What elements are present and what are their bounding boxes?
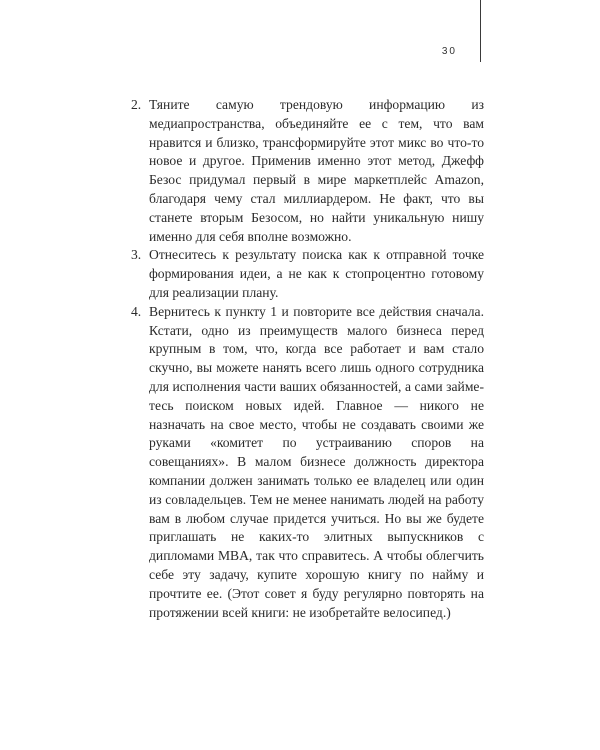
page-number: 30 <box>441 46 457 57</box>
list-item-2 <box>131 96 484 246</box>
list-item-number: 3. <box>131 247 142 263</box>
list-item-number: 4. <box>131 303 142 319</box>
list-item-4 <box>131 303 484 623</box>
header-rule <box>480 0 481 62</box>
list-item-number: 2. <box>131 97 142 112</box>
page-body <box>131 96 484 622</box>
list-item-text: Отнеситесь к результату поиска как к отправной точке формирования идеи, а не как к стопроцентно готовому для реализации плану. <box>149 247 484 300</box>
list-item-3 <box>131 246 484 302</box>
list-item-text: Тяните самую трендовую информацию из медиапространства, объединяйте ее с тем, что вам нравится и близко, трансформируйте этот микс во что-то новое и другое. Применив именно этот метод, Джефф Безос придумал первый в мире маркетплейс Amazon, благодаря чему стал миллиардером. Не факт, что вы станете вторым Безосом, но найти уникальную нишу именно для себя вполне возможно. <box>149 97 484 244</box>
list-item-text: Вернитесь к пункту 1 и повторите все действия сначала. Кстати, одно из преимуществ малого бизнеса перед крупным в том, что, когда все работает и вам стало скучно, вы можете нанять всего лишь одного сотрудника для исполнения части ваших обязанностей, а сами займетесь поиском новых идей. Главное — никого не назначать на свое место, чтобы не создавать своими же руками «комитет по устраиванию споров на совещаниях». В малом бизнесе должность директора компании должен занимать только ее владелец или один из совладельцев. Тем не менее нанимать людей на работу вам в любом случае придется учиться. Но вы же будете приглашать не каких-то элитных выпускников с дипломами MBA, так что справитесь. А чтобы облегчить себе эту задачу, купите хорошую книгу по найму и прочтите ее. (Этот совет я буду регулярно повторять на протяжении всей книги: не изобретайте велосипед.) <box>149 303 484 620</box>
